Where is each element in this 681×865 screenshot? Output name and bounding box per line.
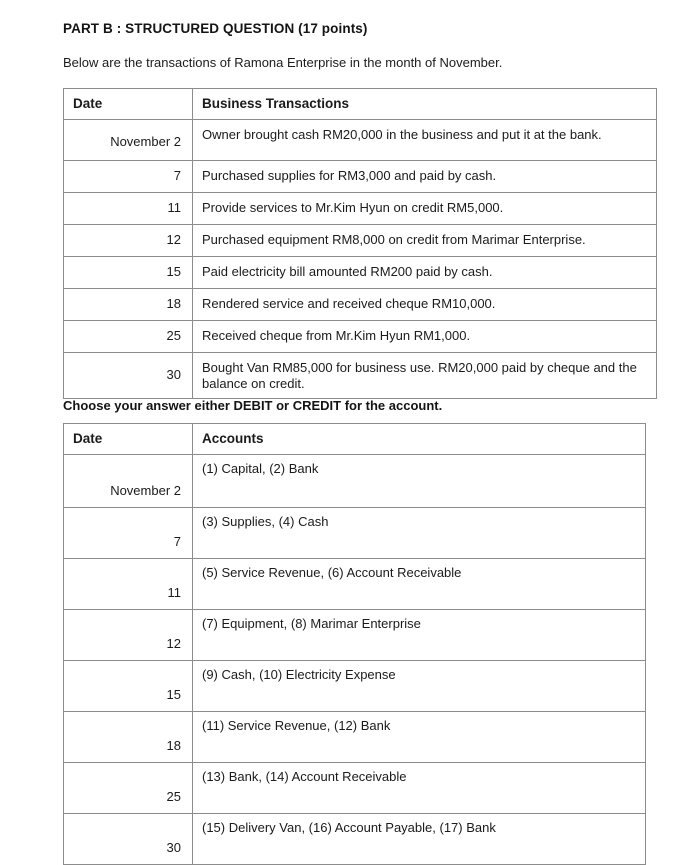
transaction-text-value: Provide services to Mr.Kim Hyun on credit RM5,000. [202,200,504,215]
transaction-text-value: Received cheque from Mr.Kim Hyun RM1,000. [202,328,471,343]
transaction-text-value: Owner brought cash RM20,000 in the business and put it at the bank. [202,127,602,142]
account-entry-value: (15) Delivery Van, (16) Account Payable, (17) Bank [202,820,496,835]
account-entry-cell[interactable] [193,610,646,661]
account-entry-cell[interactable] [193,455,646,508]
table-row [64,661,646,712]
transaction-text-cell [193,321,657,353]
account-entry-cell[interactable] [193,661,646,712]
account-date-value: 25 [166,789,181,804]
account-entry-cell[interactable] [193,814,646,865]
account-date-value: 30 [166,840,181,855]
table-row [64,814,646,865]
transaction-date-value: 7 [173,168,181,183]
column-header-business-transactions [193,89,657,120]
column-header-date [64,89,193,120]
choose-answer-heading: Choose your answer either DEBIT or CREDIT for the account. [63,398,443,413]
account-date-value: 18 [166,738,181,753]
transaction-text-value: Rendered service and received cheque RM10,000. [202,296,496,311]
table-row [64,559,646,610]
intro-sentence: Below are the transactions of Ramona Enterprise in the month of November. [63,55,503,70]
transaction-date-cell [64,289,193,321]
account-date-value: 15 [166,687,181,702]
transaction-text-value: Purchased equipment RM8,000 on credit from Marimar Enterprise. [202,232,586,247]
table-row [64,763,646,814]
transaction-text-cell [193,161,657,193]
transaction-text-cell [193,257,657,289]
table-header-row [64,424,646,455]
table-row [64,353,657,399]
account-date-cell [64,661,193,712]
column-header-accounts-label: Accounts [202,431,264,446]
account-date-cell [64,559,193,610]
transaction-date-cell [64,225,193,257]
transaction-date-cell [64,120,193,161]
table-row [64,193,657,225]
transaction-date-value: 11 [167,200,181,215]
transaction-date-cell [64,353,193,399]
account-entry-value: (9) Cash, (10) Electricity Expense [202,667,396,682]
business-transactions-table [63,88,657,399]
account-date-cell [64,508,193,559]
transaction-text-cell [193,353,657,399]
column-header-date-label: Date [73,96,103,111]
transaction-text-cell [193,193,657,225]
transaction-date-value: 25 [166,328,181,343]
transaction-date-value: 30 [166,367,181,382]
account-entry-value: (13) Bank, (14) Account Receivable [202,769,407,784]
account-entry-value: (7) Equipment, (8) Marimar Enterprise [202,616,421,631]
accounts-answer-table [63,423,646,865]
table-row [64,161,657,193]
transaction-date-value: 12 [166,232,181,247]
transaction-date-value: 15 [166,264,181,279]
column-header-date [64,424,193,455]
table-row [64,508,646,559]
transaction-text-value: Bought Van RM85,000 for business use. RM20,000 paid by cheque and the balance on credit. [202,360,637,391]
table-row [64,257,657,289]
account-entry-value: (3) Supplies, (4) Cash [202,514,329,529]
transaction-text-cell [193,225,657,257]
account-date-cell [64,712,193,763]
transaction-text-value: Purchased supplies for RM3,000 and paid by cash. [202,168,497,183]
column-header-business-transactions-label: Business Transactions [202,96,350,111]
table-row [64,289,657,321]
account-date-value: November 2 [110,483,181,498]
account-entry-cell[interactable] [193,763,646,814]
transaction-date-cell [64,193,193,225]
table-row [64,225,657,257]
account-date-cell [64,610,193,661]
table-row [64,120,657,161]
account-entry-cell[interactable] [193,559,646,610]
account-entry-cell[interactable] [193,712,646,763]
transaction-date-cell [64,161,193,193]
table-row [64,321,657,353]
part-b-heading: PART B : STRUCTURED QUESTION (17 points) [63,21,368,36]
transaction-date-cell [64,257,193,289]
account-entry-value: (5) Service Revenue, (6) Account Receivable [202,565,462,580]
table-row [64,712,646,763]
transaction-text-cell [193,120,657,161]
transaction-text-cell [193,289,657,321]
account-entry-value: (1) Capital, (2) Bank [202,461,319,476]
account-date-cell [64,455,193,508]
transaction-date-cell [64,321,193,353]
account-date-value: 7 [173,534,181,549]
transaction-date-value: November 2 [110,134,181,149]
column-header-date-label: Date [73,431,103,446]
account-date-cell [64,814,193,865]
transaction-date-value: 18 [166,296,181,311]
column-header-accounts [193,424,646,455]
transaction-text-value: Paid electricity bill amounted RM200 paid by cash. [202,264,493,279]
account-date-cell [64,763,193,814]
account-date-value: 12 [166,636,181,651]
account-date-value: 11 [167,585,181,600]
table-row [64,610,646,661]
account-entry-cell[interactable] [193,508,646,559]
account-entry-value: (11) Service Revenue, (12) Bank [202,718,391,733]
table-row [64,455,646,508]
table-header-row [64,89,657,120]
